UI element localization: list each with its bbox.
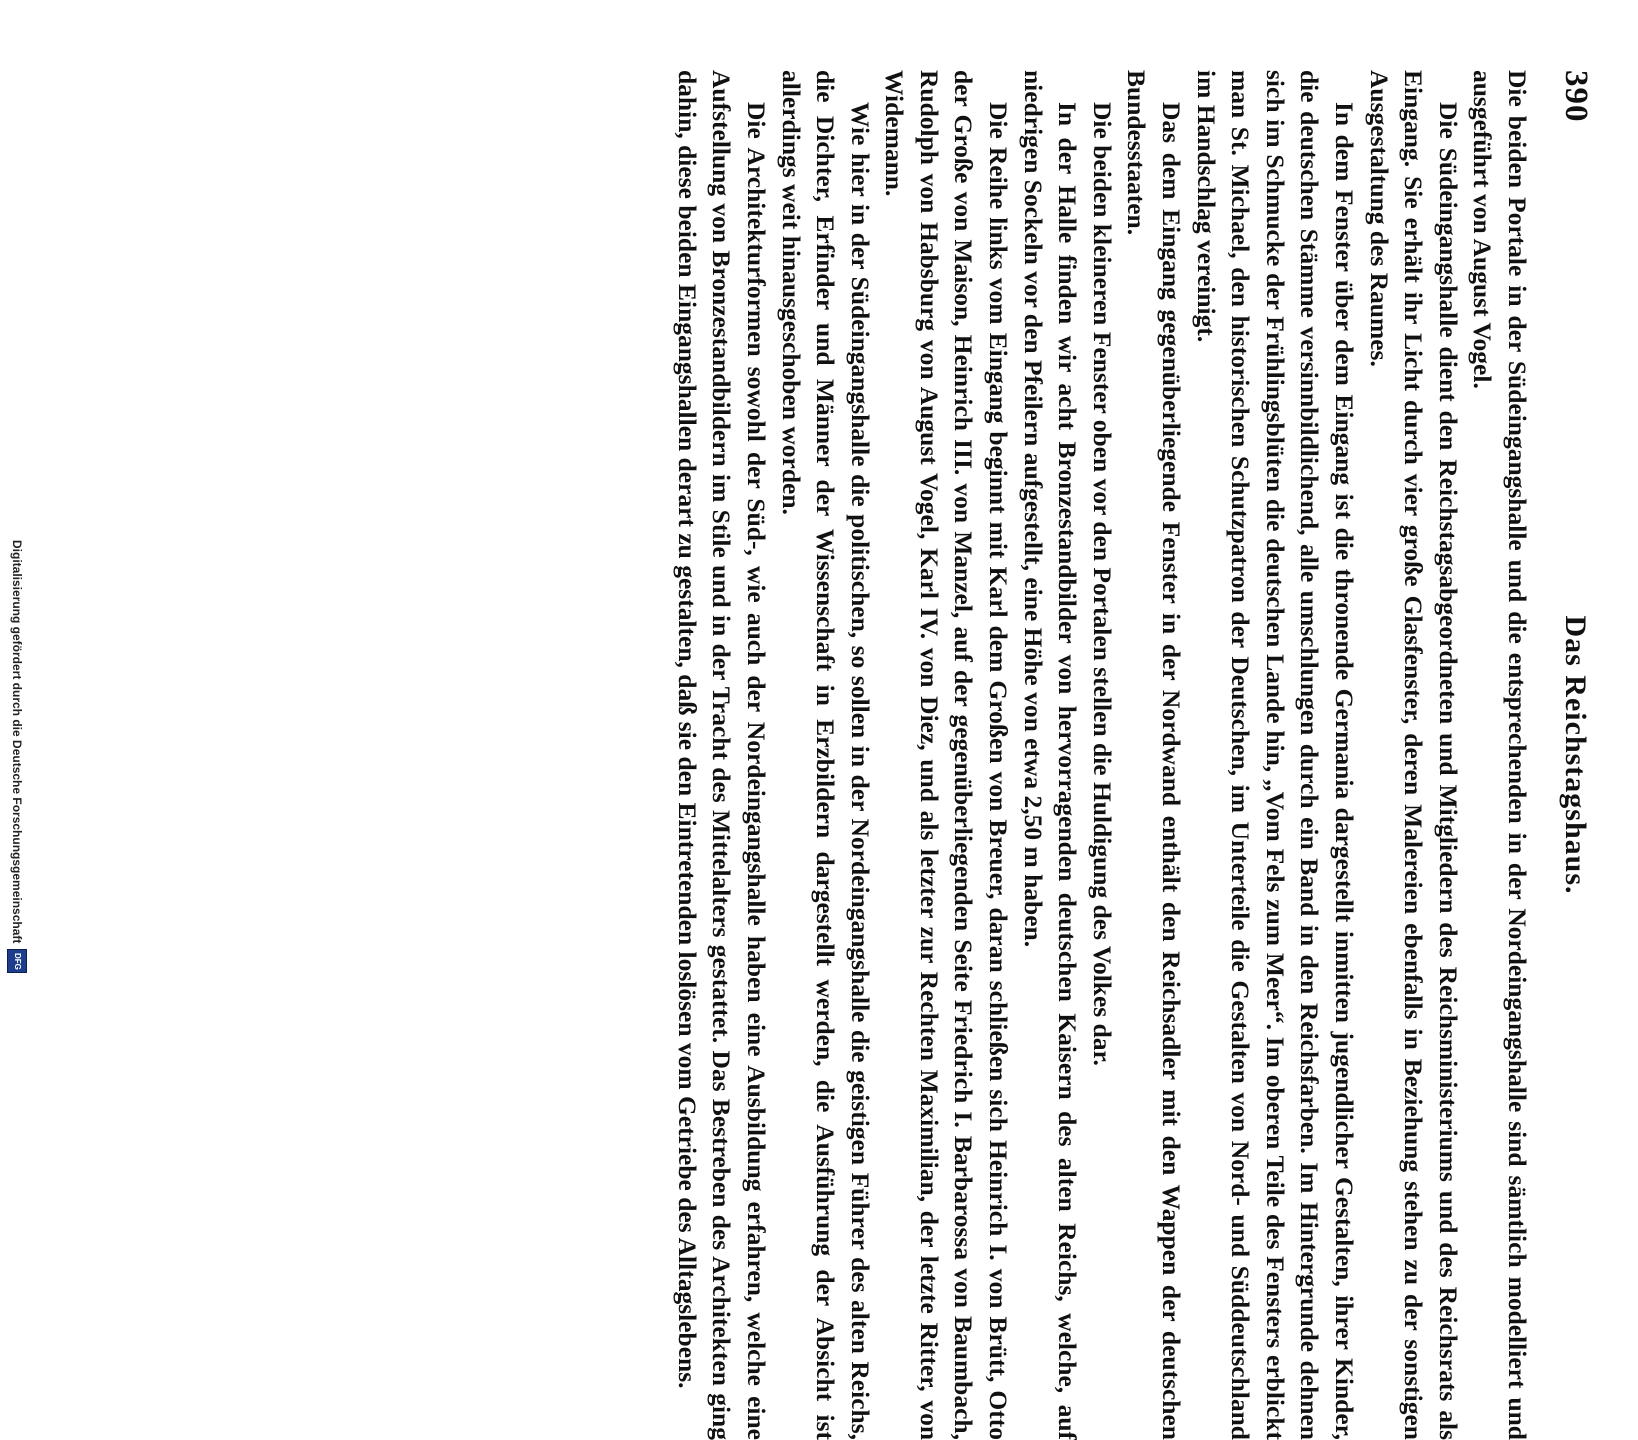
paragraph: In der Halle finden wir acht Bronzestandbilder von hervorragenden deutschen Kaisern des alten Reichs, welche, auf niedrigen Sockeln vor den Pfeilern aufgestellt, eine Höhe von etwa 2,50 m haben. bbox=[1018, 70, 1083, 1440]
paragraph: Die Reihe links vom Eingang beginnt mit Karl dem Großen von Breuer, daran schließen sich Heinrich I. von Brütt, Otto der Große von Maison, Heinrich III. von Manzel, auf der gegenüberliegenden Seite Friedrich I. Barbarossa von Baumbach, Rudolph von Habsburg von August Vogel, Karl IV. von Diez, und als letzter zur Rechten Maximilian, der letzte Ritter, von Widemann. bbox=[880, 70, 1014, 1440]
dfg-logo-icon: DFG bbox=[7, 949, 27, 973]
paragraph: Die Südeingangshalle dient den Reichstagsabgeordneten und Mitgliedern des Reichsministeriums und des Reichsrats als Eingang. Sie erhält ihr Licht durch vier große Glasfenster, deren Malereien ebenfalls in Beziehung stehen zu der sonstigen Ausgestaltung des Raumes. bbox=[1364, 70, 1463, 1440]
paragraph: Die beiden kleineren Fenster oben vor den Portalen stellen die Huldigung des Volkes dar. bbox=[1087, 102, 1117, 1066]
digitization-credit-text: Digitalisierung gefördert durch die Deutsche Forschungsgemeinschaft bbox=[10, 540, 24, 944]
page-header bbox=[1554, 70, 1594, 1440]
paragraph: Die beiden Portale in der Südeingangshalle und die entsprechenden in der Nordeingangshalle sind sämtlich modelliert und ausgeführt von August Vogel. bbox=[1468, 70, 1532, 1440]
running-title: Das Reichstagshaus. bbox=[1559, 615, 1592, 895]
paragraph: Das dem Eingang gegenüberliegende Fenster in der Nordwand enthält den Reichsadler mit den Wappen der deutschen Bundesstaaten. bbox=[1122, 70, 1187, 1440]
digitization-credit bbox=[4, 540, 30, 973]
page-number: 390 bbox=[1558, 70, 1594, 123]
paragraph: Die Architekturformen sowohl der Süd-, wie auch der Nordeingangshalle haben eine Ausbildung erfahren, welche eine Aufstellung von Bronzestandbildern im Stile und in der Tracht des Mittelalters gestattet. Das Bestreben des Architekten ging dahin, diese beiden Eingangshallen derart zu gestalten, daß sie den Eintretenden loslösen vom Getriebe des Alltagslebens. bbox=[672, 70, 771, 1440]
paragraph: Wie hier in der Südeingangshalle die politischen, so sollen in der Nordeingangshalle die geistigen Führer des alten Reichs, die Dichter, Erfinder und Männer der Wissenschaft in Erzbildern dargestellt werden, die Ausführung der Absicht ist allerdings weit hinausgeschoben worden. bbox=[776, 70, 875, 1440]
body-text bbox=[669, 70, 1534, 1440]
paragraph: In dem Fenster über dem Eingang ist die thronende Germania dargestellt inmitten jugendlicher Gestalten, ihrer Kinder, die deutschen Stämme versinnbildlichend, alle umschlungen durch ein Band in den Reichsfarben. Im Hintergrunde dehnen sich im Schmucke der Frühlingsblüten die deutschen Lande hin, „Vom Fels zum Meer“. Im oberen Teile des Fensters erblickt man St. Michael, den historischen Schutzpatron der Deutschen, im Unterteile die Gestalten von Nord- und Süddeutschland im Handschlag vereinigt. bbox=[1191, 70, 1360, 1440]
